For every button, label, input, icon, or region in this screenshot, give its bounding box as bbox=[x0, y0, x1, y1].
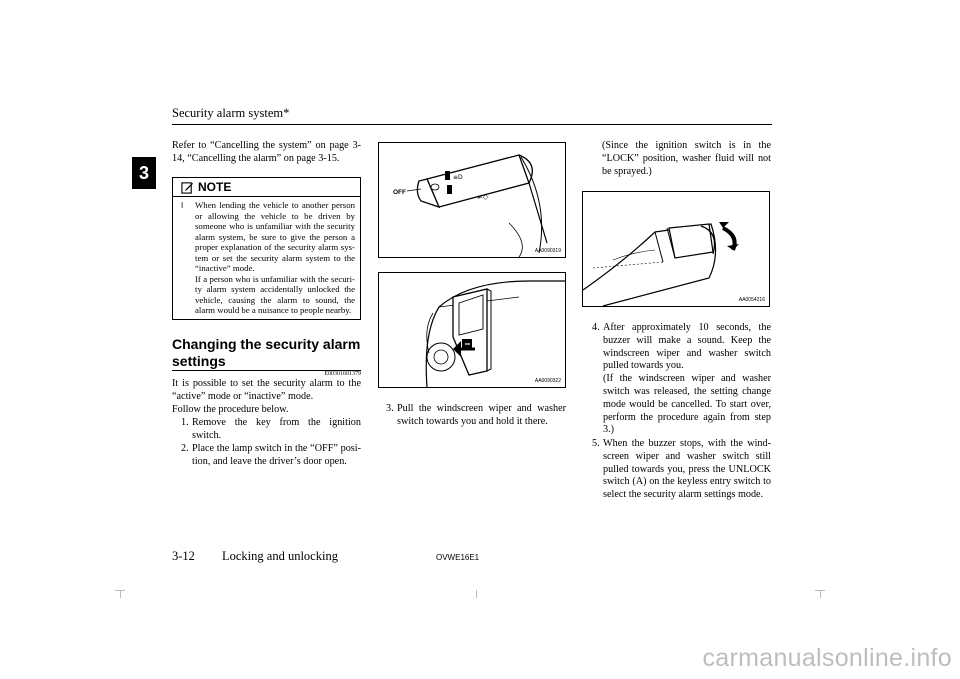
step-1-text: Remove the key from the ignition switch. bbox=[192, 417, 361, 441]
watermark: carmanualsonline.info bbox=[702, 644, 952, 672]
body-paragraph-2: Follow the procedure below. bbox=[172, 404, 289, 415]
lock-note-paragraph: (Since the ignition switch is in the “LOCK” position, washer fluid will not be sprayed.) bbox=[602, 140, 771, 177]
wiper-switch-illustration bbox=[583, 192, 769, 306]
door-open-illustration bbox=[379, 273, 565, 387]
step-4-number: 4. bbox=[592, 322, 600, 333]
footer-doc-code: OVWE16E1 bbox=[436, 553, 480, 562]
step-4-text: After approximately 10 seconds, the buzzer will make a sound. Keep the windscreen wiper and washer switch pulled towards you. bbox=[603, 322, 771, 372]
step-5 bbox=[592, 438, 771, 502]
step-2-number: 2. bbox=[181, 443, 189, 454]
figure-door-open bbox=[378, 272, 566, 388]
step-3 bbox=[386, 403, 566, 429]
step-1-number: 1. bbox=[181, 417, 189, 428]
crop-mark bbox=[820, 590, 821, 598]
note-bullet: l bbox=[181, 201, 184, 210]
intro-paragraph: Refer to “Cancelling the system” on page 3-14, “Cancelling the alarm” on page 3-15. bbox=[172, 140, 361, 164]
figure-1-code: AA0090319 bbox=[534, 248, 561, 254]
note-label: NOTE bbox=[198, 180, 232, 194]
step-5-number: 5. bbox=[592, 438, 600, 449]
figure-3-code: AA0054216 bbox=[738, 297, 765, 303]
crop-mark bbox=[115, 590, 125, 591]
chapter-tab: 3 bbox=[132, 157, 156, 189]
note-text-a: When lending the vehicle to another person or allowing the vehicle to be driven by someone who is unfamiliar with the security alarm system, be sure to give the person a proper explanation of the security alarm sys-tem or set the security alarm system to the “inactive” mode. bbox=[195, 200, 355, 274]
step-4-paren: (If the windscreen wiper and washer switch was released, the setting change mode would be cancelled. To start over, perform the procedure again from step 3.) bbox=[603, 373, 771, 436]
step-3-number: 3. bbox=[386, 403, 394, 414]
step-4 bbox=[592, 322, 771, 437]
figure-lamp-switch bbox=[378, 142, 566, 258]
body-paragraph-1: It is possible to set the security alarm to the “active” mode or “inactive” mode. bbox=[172, 378, 361, 402]
note-body bbox=[173, 197, 360, 316]
note-header bbox=[173, 178, 360, 197]
page-header-title: Security alarm system* bbox=[172, 106, 290, 120]
svg-text:≡D: ≡D bbox=[453, 174, 463, 181]
figure-wiper-switch bbox=[582, 191, 770, 307]
note-box bbox=[172, 177, 361, 320]
crop-mark bbox=[815, 590, 825, 591]
step-5-text: When the buzzer stops, with the wind-screen wiper and washer switch still pulled towards you, press the UNLOCK switch (A) on the keyless entry switch to select the security alarm settings mode. bbox=[603, 438, 771, 501]
step-3-text: Pull the windscreen wiper and washer switch towards you and hold it there. bbox=[397, 403, 566, 427]
note-text-b: If a person who is unfamiliar with the securi-ty alarm system accidentally unlocked the vehicle, causing the alarm to sound, the alarm would be a nuisance to people nearby. bbox=[195, 273, 355, 316]
svg-text:≠◇: ≠◇ bbox=[477, 193, 489, 201]
footer-section-name: Locking and unlocking bbox=[222, 549, 338, 563]
step-2-text: Place the lamp switch in the “OFF” posi-tion, and leave the driver’s door open. bbox=[192, 443, 361, 467]
off-label: OFF bbox=[393, 189, 406, 196]
step-1 bbox=[181, 417, 361, 443]
crop-mark bbox=[476, 590, 477, 598]
lamp-switch-illustration bbox=[379, 143, 565, 257]
section-code: E00301601379 bbox=[324, 371, 361, 377]
crop-mark bbox=[120, 590, 121, 598]
section-title: Changing the security alarm settings bbox=[172, 336, 361, 369]
figure-2-code: AA0090322 bbox=[534, 378, 561, 384]
header-rule bbox=[172, 124, 772, 125]
footer-page-number: 3-12 bbox=[172, 549, 195, 563]
step-2 bbox=[181, 443, 361, 469]
note-pencil-icon bbox=[181, 181, 194, 194]
